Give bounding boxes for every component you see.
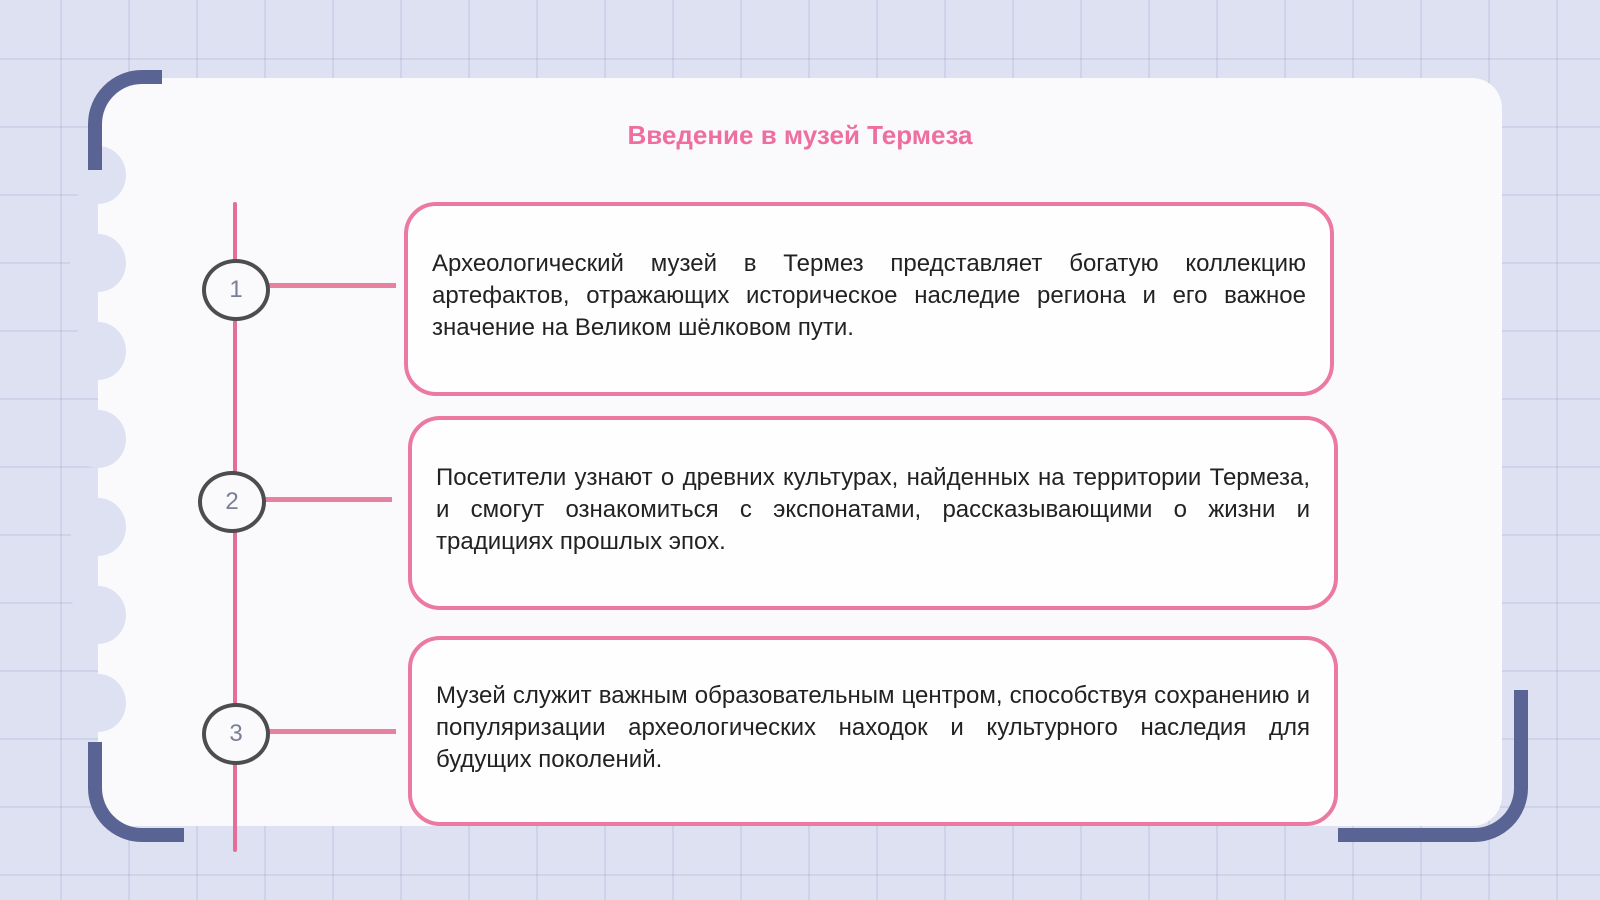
timeline-connector: [266, 729, 396, 734]
card-edge-scallop: [70, 498, 126, 556]
step-text-1: Археологический музей в Термез представляет богатую коллекцию артефактов, отражающих историческое наследие региона и его важное значение на Великом шёлковом пути.: [432, 250, 1306, 341]
card-edge-scallop: [70, 410, 126, 468]
card-edge-scallop: [70, 586, 126, 644]
timeline-connector: [262, 497, 392, 502]
step-number-1: 1: [202, 259, 270, 321]
step-box-2: [408, 416, 1338, 610]
step-box-1: [404, 202, 1334, 396]
card-edge-scallop: [70, 322, 126, 380]
corner-bracket-bottom-left: [88, 742, 184, 842]
step-number-3: 3: [202, 703, 270, 765]
step-box-3: [408, 636, 1338, 826]
corner-bracket-bottom-right: [1338, 690, 1528, 842]
step-number-2: 2: [198, 471, 266, 533]
card-edge-scallop: [70, 234, 126, 292]
corner-bracket-top-left: [88, 70, 162, 170]
timeline-connector: [266, 283, 396, 288]
card-edge-scallop: [70, 674, 126, 732]
step-text-3: Музей служит важным образовательным центром, способствуя сохранению и популяризации археологических находок и культурного наследия для будущих поколений.: [436, 682, 1310, 773]
slide-title: Введение в музей Термеза: [627, 120, 973, 150]
step-text-2: Посетители узнают о древних культурах, найденных на территории Термеза, и смогут ознакомиться с экспонатами, рассказывающими о жизни и традициях прошлых эпох.: [436, 464, 1310, 555]
